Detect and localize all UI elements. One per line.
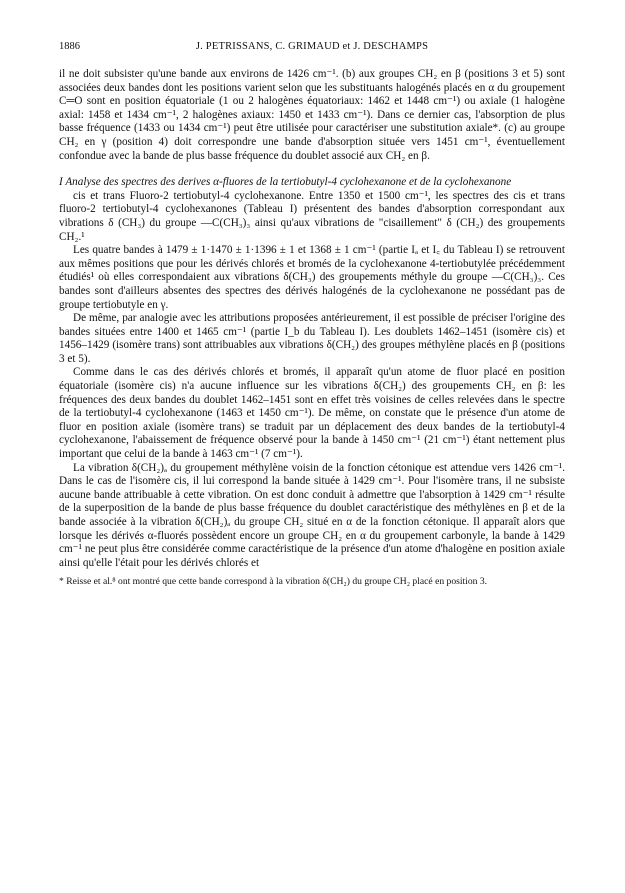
journal-page	[59, 40, 565, 588]
paragraph-5: Comme dans le cas des dérivés chlorés et bromés, il apparaît qu'un atome de fluor placé en position équatoriale (isomère cis) n'a aucune influence sur les vibrations δ(CH₂) des groupements CH₂ en β: les fréquences des deux bandes du doublet 1462–1451 sont en effet très voisines de celles relevées dans le spectre de la tertiobutyl-4 cyclohexanone (1463 et 1450 cm⁻¹). De même, on constate que le présence d'un atome de fluor en position axiale (isomère trans) se traduit par un déplacement des deux bandes de la tertiobutyl-4 cyclohexanone, l'abaissement de fréquence observé pour la bande à 1450 cm⁻¹ (21 cm⁻¹) étant nettement plus important que celui de la bande à 1463 cm⁻¹ (7 cm⁻¹).	[59, 366, 565, 461]
section-heading: I Analyse des spectres des derives α-fluores de la tertiobutyl-4 cyclohexanone et de la cyclohexanone	[59, 176, 512, 189]
footnote: * Reisse et al.⁸ ont montré que cette bande correspond à la vibration δ(CH₂) du groupe CH₂ placé en position 3.	[59, 576, 488, 588]
paragraph-3: Les quatre bandes à 1479 ± 1·1470 ± 1·1396 ± 1 et 1368 ± 1 cm⁻¹ (partie Iₐ et I꜀ du Tableau I) se retrouvent aux mêmes positions que pour les dérivés chlorés et bromés de la cyclohexanone 4-tertiobutylée précédemment étudiés¹ où elles correspondaient aux vibrations δ(CH₃) des groupements méthyle du groupe —C(CH₃)₃. Ces bandes sont d'ailleurs absentes des spectres des dérivés halogénés de la cyclohexanone ne possédant pas de groupe tertiobutyle en γ.	[59, 244, 565, 311]
running-head: J. PETRISSANS, C. GRIMAUD et J. DESCHAMPS	[195, 41, 429, 52]
page-number: 1886	[59, 41, 80, 52]
paragraph-4: De même, par analogie avec les attributions proposées antérieurement, il est possible de préciser l'origine des bandes situées entre 1400 et 1465 cm⁻¹ (partie I_b du Tableau I). Les doublets 1462–1451 (isomère cis) et 1456–1429 (isomère trans) sont attribuables aux vibrations δ(CH₂) des groupes méthylène placés en β (positions 3 et 5).	[59, 312, 565, 365]
paragraph-6: La vibration δ(CH₂)ₐ du groupement méthylène voisin de la fonction cétonique est attendue vers 1426 cm⁻¹. Dans le cas de l'isomère cis, il lui correspond la bande située à 1429 cm⁻¹. Pour l'isomère trans, il ne subsiste aucune bande attribuable à cette vibration. On est donc conduit à admettre que l'absorption à 1429 cm⁻¹ résulte de la superposition de la bande de plus basse fréquence du doublet caractéristique des méthylènes en β et de la bande associée à la vibration δ(CH₂)ₐ du groupe CH₂ situé en α de la fonction cétonique. Il apparaît alors que lorsque les dérivés α-fluorés possèdent encore un groupe CH₂ en α du groupement carbonyle, la bande à 1429 cm⁻¹ ne peut plus être considérée comme caractéristique de la présence d'un atome d'halogène en position axiale ainsi qu'elle l'était pour les dérivés chlorés et	[59, 461, 565, 569]
paragraph-2: cis et trans Fluoro-2 tertiobutyl-4 cyclohexanone. Entre 1350 et 1500 cm⁻¹, les spectres des cis et trans fluoro-2 tertiobutyl-4 cyclohexanones (Tableau I) présentent des bandes d'absorption correspondant aux vibrations δ (CH₃) du groupe —C(CH₃)₃ ainsi qu'aux vibrations de "cisaillement" δ (CH₂) des groupements CH₂.¹	[59, 189, 565, 243]
paragraph-1: il ne doit subsister qu'une bande aux environs de 1426 cm⁻¹. (b) aux groupes CH₂ en β (positions 3 et 5) sont associées deux bandes dont les positions varient selon que les substituants halogénés placés en α du groupement C═O sont en position équatoriale (1 ou 2 halogènes équatoriaux: 1462 et 1448 cm⁻¹) ou axiale (1 halogène axial: 1458 et 1434 cm⁻¹, 2 halogènes axiaux: 1450 et 1433 cm⁻¹). Dans ce dernier cas, l'absorption de plus basse fréquence (1433 ou 1434 cm⁻¹) peut être utilisée pour caractériser une substitution axiale*. (c) au groupe CH₂ en γ (position 4) doit correspondre une bande d'absorption située vers 1451 cm⁻¹, éventuellement confondue avec la bande de plus basse fréquence du doublet associé aux CH₂ en β.	[59, 68, 565, 162]
page-header	[59, 40, 565, 54]
